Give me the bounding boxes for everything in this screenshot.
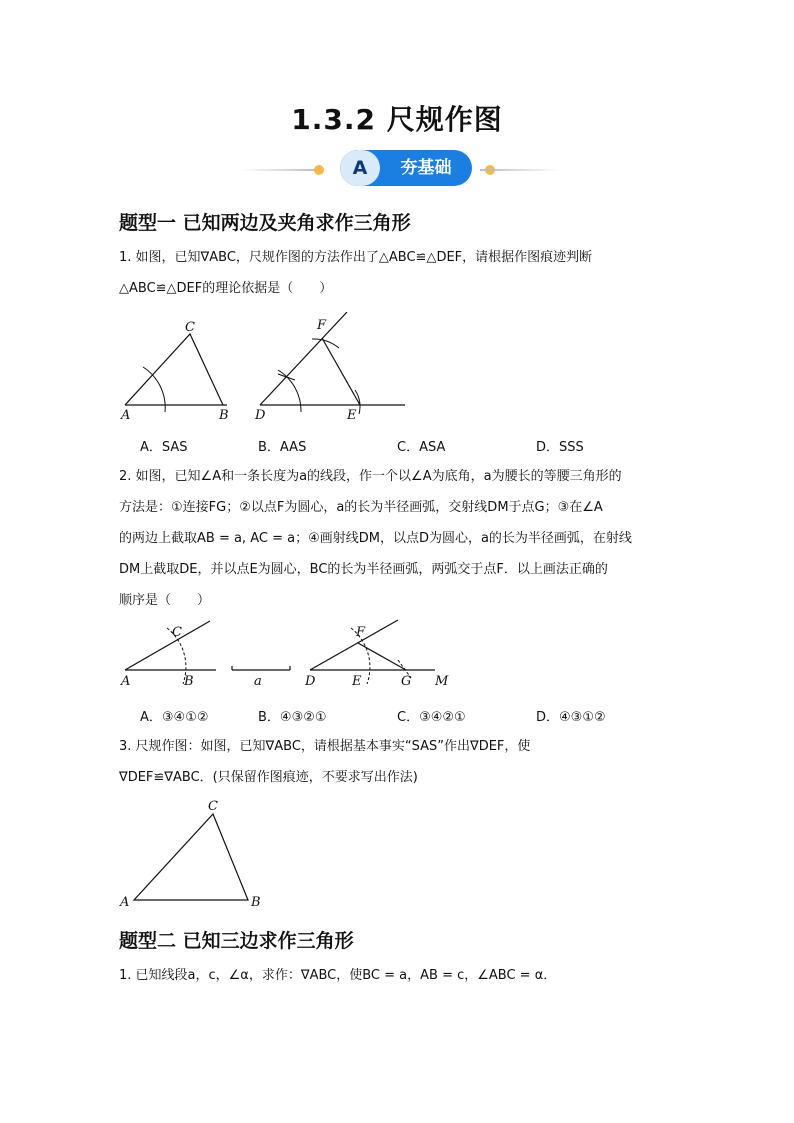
q3-label-B: B: [251, 895, 261, 910]
q2-label-C: C: [172, 625, 182, 640]
badge-divider-right: [480, 169, 560, 171]
q2-label-M: M: [435, 674, 449, 689]
question-1-stem: [119, 242, 679, 304]
question-3-line-2: ∇DEF≌∇ABC．(只保留作图痕迹，不要求写出作法): [119, 770, 418, 785]
question-1-line-2: △ABC≌△DEF的理论依据是（ ）: [119, 281, 333, 296]
q2-label-A: A: [121, 674, 131, 689]
question-3-stem: [119, 731, 679, 793]
q2-option-b[interactable]: B．④③②①: [258, 710, 327, 725]
badge-dot-left: [314, 165, 324, 175]
question-3-figure: [115, 795, 275, 911]
q2-label-E: E: [352, 674, 362, 689]
section-heading-2: 题型二 已知三边求作三角形: [119, 930, 354, 952]
q1-option-c[interactable]: C．ASA: [397, 440, 446, 455]
question-2-line-2: 方法是：①连接FG；②以点F为圆心，a的长为半径画弧，交射线DM于点G；③在∠A: [119, 500, 603, 515]
question-2-stem: [119, 461, 679, 616]
q1-option-d[interactable]: D．SSS: [536, 440, 584, 455]
question-2-line-5: 顺序是（ ）: [119, 593, 211, 608]
q1-label-F: F: [317, 318, 327, 333]
question-4-stem: [119, 960, 679, 991]
section-heading-1: 题型一 已知两边及夹角求作三角形: [119, 212, 411, 234]
q1-label-E: E: [347, 408, 357, 423]
q1-label-B: B: [219, 408, 229, 423]
badge-divider-left: [240, 169, 320, 171]
q1-option-a[interactable]: A．SAS: [140, 440, 188, 455]
question-2-line-3: 的两边上截取AB = a, AC = a；④画射线DM，以点D为圆心，a的长为半径画弧，在射线: [119, 531, 632, 546]
question-2-figure: [115, 618, 460, 690]
q2-label-a: a: [254, 674, 262, 689]
question-1-figure: [115, 312, 415, 424]
q2-option-d[interactable]: D．④③①②: [536, 710, 606, 725]
badge-pill: [340, 150, 472, 186]
page-title: 1.3.2 尺规作图: [291, 103, 503, 136]
q2-label-B: B: [184, 674, 194, 689]
q1-label-A: A: [121, 408, 131, 423]
q2-option-a[interactable]: A．③④①②: [140, 710, 209, 725]
question-4-line-1: 1. 已知线段a，c，∠α，求作：∇ABC，使BC = a，AB = c，∠ABC = α．: [119, 968, 557, 983]
q2-option-c[interactable]: C．③④②①: [397, 710, 466, 725]
q2-label-F: F: [356, 625, 366, 640]
question-2-line-4: DM上截取DE，并以点E为圆心，BC的长为半径画弧，两弧交于点F．以上画法正确的: [119, 562, 608, 577]
q2-label-D: D: [305, 674, 316, 689]
question-2-line-1: 2. 如图，已知∠A和一条长度为a的线段，作一个以∠A为底角，a为腰长的等腰三角形的: [119, 469, 622, 484]
q3-label-C: C: [208, 799, 218, 814]
section-badge: [240, 150, 560, 190]
question-3-line-1: 3. 尺规作图：如图，已知∇ABC，请根据基本事实“SAS”作出∇DEF，使: [119, 739, 531, 754]
q1-label-D: D: [255, 408, 266, 423]
badge-label: 夯基础: [400, 158, 452, 178]
q1-option-b[interactable]: B．AAS: [258, 440, 307, 455]
q3-label-A: A: [120, 895, 130, 910]
question-1-line-1: 1. 如图，已知∇ABC，尺规作图的方法作出了△ABC≌△DEF，请根据作图痕迹判断: [119, 250, 593, 265]
q2-label-G: G: [401, 674, 412, 689]
badge-letter: A: [340, 150, 380, 186]
q1-label-C: C: [185, 320, 195, 335]
